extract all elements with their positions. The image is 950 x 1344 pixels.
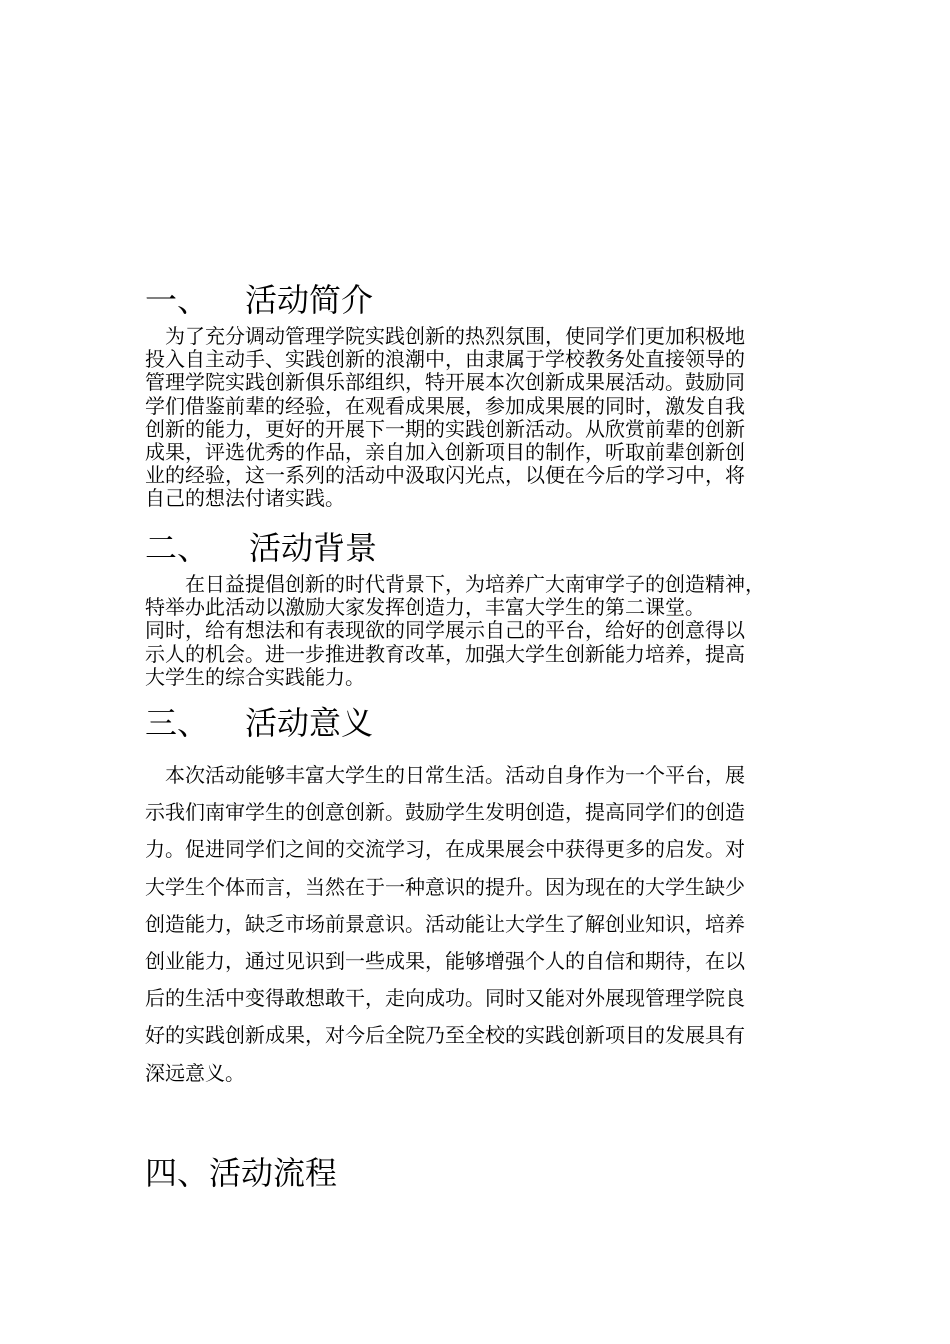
section-heading-background — [145, 528, 377, 568]
section-title: 活动简介 — [245, 281, 374, 319]
section-heading-process: 四、活动流程 — [145, 1154, 338, 1192]
paragraph-line: 业的经验，这一系列的活动中汲取闪光点，以便在今后的学习中，将 — [145, 463, 745, 488]
paragraph-line: 深远意义。 — [145, 1060, 245, 1085]
paragraph-line: 好的实践创新成果，对今后全院乃至全校的实践创新项目的发展具有 — [145, 1023, 745, 1048]
section-number: 三、 — [145, 704, 210, 742]
paragraph-line: 创业能力，通过见识到一些成果，能够增强个人的自信和期待，在以 — [145, 949, 745, 974]
paragraph-line: 管理学院实践创新俱乐部组织，特开展本次创新成果展活动。鼓励同 — [145, 370, 745, 395]
paragraph-line: 自己的想法付诸实践。 — [145, 486, 345, 511]
section-body-intro — [145, 325, 815, 511]
paragraph-line: 本次活动能够丰富大学生的日常生活。活动自身作为一个平台，展 — [145, 763, 745, 787]
section-number: 二、 — [145, 529, 210, 567]
paragraph-line: 学们借鉴前辈的经验，在观看成果展，参加成果展的同时，激发自我 — [145, 393, 745, 418]
section-heading-significance — [145, 703, 373, 743]
paragraph-line: 大学生个体而言，当然在于一种意识的提升。因为现在的大学生缺少 — [145, 874, 745, 899]
paragraph-line: 力。促进同学们之间的交流学习，在成果展会中获得更多的启发。对 — [145, 837, 745, 862]
section-heading-intro — [145, 280, 373, 320]
section-title: 活动意义 — [245, 704, 374, 742]
paragraph-line: 在日益提倡创新的时代背景下，为培养广大南审学子的创造精神， — [145, 572, 765, 596]
paragraph-line: 后的生活中变得敢想敢干，走向成功。同时又能对外展现管理学院良 — [145, 986, 745, 1011]
section-number: 一、 — [145, 281, 210, 319]
paragraph-line: 成果，评选优秀的作品，亲自加入创新项目的制作，听取前辈创新创 — [145, 440, 745, 465]
paragraph-line: 特举办此活动以激励大家发挥创造力，丰富大学生的第二课堂。 — [145, 595, 705, 620]
paragraph-line: 示人的机会。进一步推进教育改革，加强大学生创新能力培养，提高 — [145, 641, 745, 666]
section-title: 活动背景 — [249, 529, 378, 567]
paragraph-line: 创造能力，缺乏市场前景意识。活动能让大学生了解创业知识，培养 — [145, 911, 745, 936]
paragraph-line: 为了充分调动管理学院实践创新的热烈氛围，使同学们更加积极地 — [145, 324, 745, 348]
paragraph-line: 大学生的综合实践能力。 — [145, 664, 365, 689]
paragraph-line: 同时，给有想法和有表现欲的同学展示自己的平台，给好的创意得以 — [145, 618, 745, 643]
section-body-significance — [145, 757, 815, 1092]
paragraph-line: 投入自主动手、实践创新的浪潮中，由隶属于学校教务处直接领导的 — [145, 347, 745, 372]
paragraph-line: 示我们南审学生的创意创新。鼓励学生发明创造，提高同学们的创造 — [145, 800, 745, 825]
section-body-background — [145, 573, 815, 689]
paragraph-line: 创新的能力，更好的开展下一期的实践创新活动。从欣赏前辈的创新 — [145, 416, 745, 441]
